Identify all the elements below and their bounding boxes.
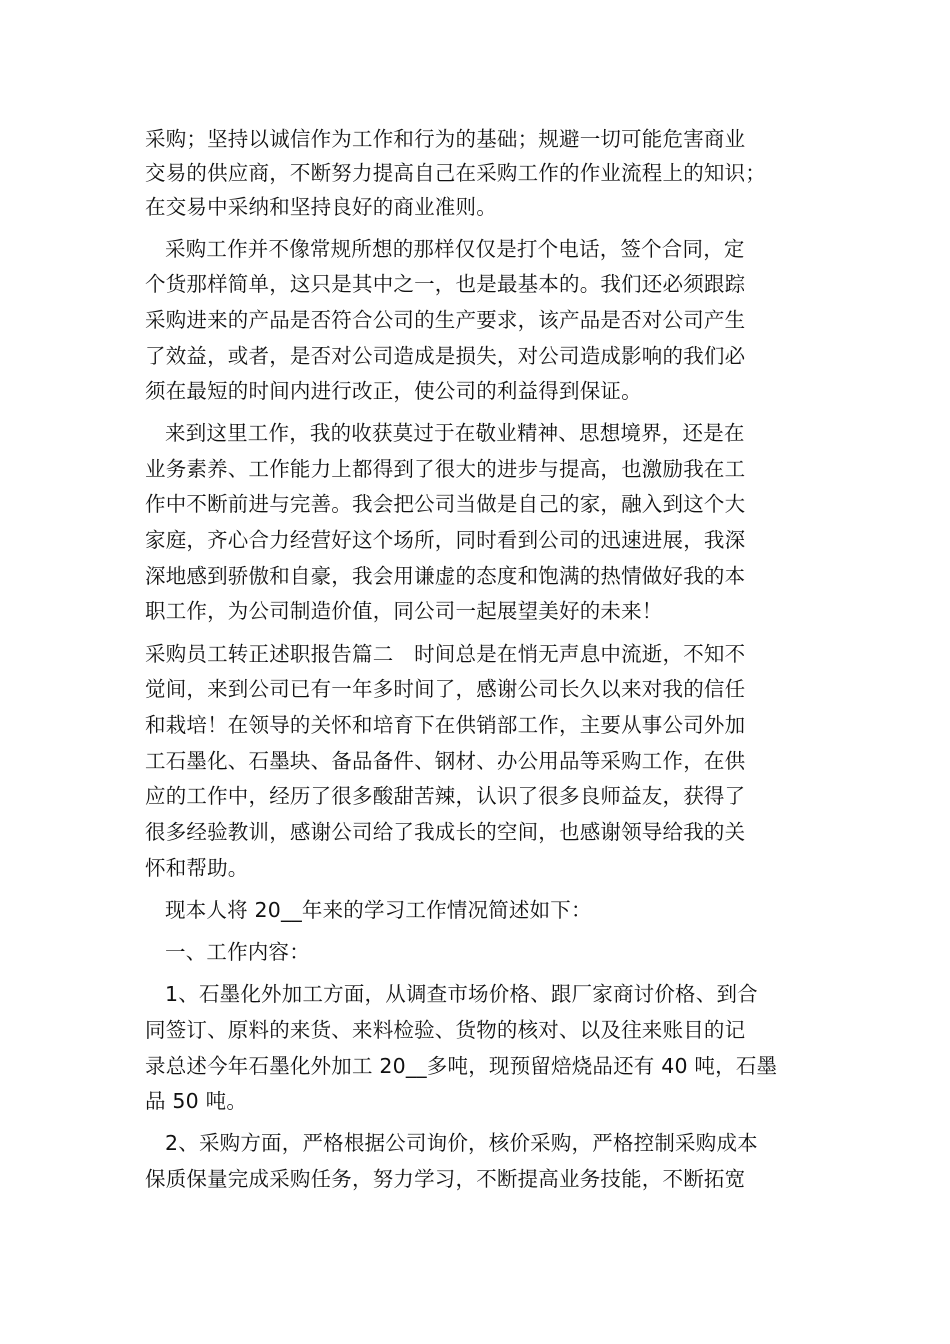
text-line: 采购进来的产品是否符合公司的生产要求，该产品是否对公司产生 xyxy=(145,308,746,332)
text-line: 业务素养、工作能力上都得到了很大的进步与提高，也激励我在工 xyxy=(145,457,746,481)
text-line: 深地感到骄傲和自豪，我会用谦虚的态度和饱满的热情做好我的本 xyxy=(145,564,746,588)
text-line: 现本人将 20__年来的学习工作情况简述如下： xyxy=(165,898,592,922)
text-line: 很多经验教训，感谢公司给了我成长的空间，也感谢领导给我的关 xyxy=(145,820,746,844)
text-line: 觉间，来到公司已有一年多时间了，感谢公司长久以来对我的信任 xyxy=(145,677,746,701)
text-line: 2、采购方面，严格根据公司询价，核价采购，严格控制采购成本 xyxy=(165,1131,758,1155)
text-line: 品 50 吨。 xyxy=(145,1089,248,1113)
text-line: 怀和帮助。 xyxy=(145,856,249,880)
text-line: 作中不断前进与完善。我会把公司当做是自己的家，融入到这个大 xyxy=(145,492,746,516)
text-line: 采购；坚持以诚信作为工作和行为的基础；规避一切可能危害商业 xyxy=(145,127,746,151)
text-line: 交易的供应商，不断努力提高自己在采购工作的作业流程上的知识； xyxy=(145,161,766,185)
text-line: 1、石墨化外加工方面，从调查市场价格、跟厂家商讨价格、到合 xyxy=(165,982,758,1006)
text-line: 个货那样简单，这只是其中之一，也是最基本的。我们还必须跟踪 xyxy=(145,272,746,296)
text-line: 来到这里工作，我的收获莫过于在敬业精神、思想境界，还是在 xyxy=(165,421,745,445)
text-line: 了效益，或者，是否对公司造成是损失，对公司造成影响的我们必 xyxy=(145,344,746,368)
text-line: 采购员工转正述职报告篇二 时间总是在悄无声息中流逝，不知不 xyxy=(145,642,746,666)
text-line: 工石墨化、石墨块、备品备件、钢材、办公用品等采购工作，在供 xyxy=(145,749,746,773)
text-line: 采购工作并不像常规所想的那样仅仅是打个电话，签个合同，定 xyxy=(165,237,745,261)
text-line: 应的工作中，经历了很多酸甜苦辣，认识了很多良师益友，获得了 xyxy=(145,784,746,808)
text-line: 家庭，齐心合力经营好这个场所，同时看到公司的迅速进展，我深 xyxy=(145,528,746,552)
text-line: 须在最短的时间内进行改正，使公司的利益得到保证。 xyxy=(145,379,642,403)
text-line: 在交易中采纳和坚持良好的商业准则。 xyxy=(145,195,497,219)
text-line: 保质保量完成采购任务，努力学习，不断提高业务技能，不断拓宽 xyxy=(145,1167,746,1191)
text-line: 录总述今年石墨化外加工 20__多吨，现预留焙烧品还有 40 吨，石墨 xyxy=(145,1054,778,1078)
text-line: 职工作，为公司制造价值，同公司一起展望美好的未来！ xyxy=(145,599,663,623)
text-line: 同签订、原料的来货、来料检验、货物的核对、以及往来账目的记 xyxy=(145,1018,746,1042)
text-line: 一、工作内容： xyxy=(165,940,310,964)
text-line: 和栽培！在领导的关怀和培育下在供销部工作，主要从事公司外加 xyxy=(145,713,746,737)
